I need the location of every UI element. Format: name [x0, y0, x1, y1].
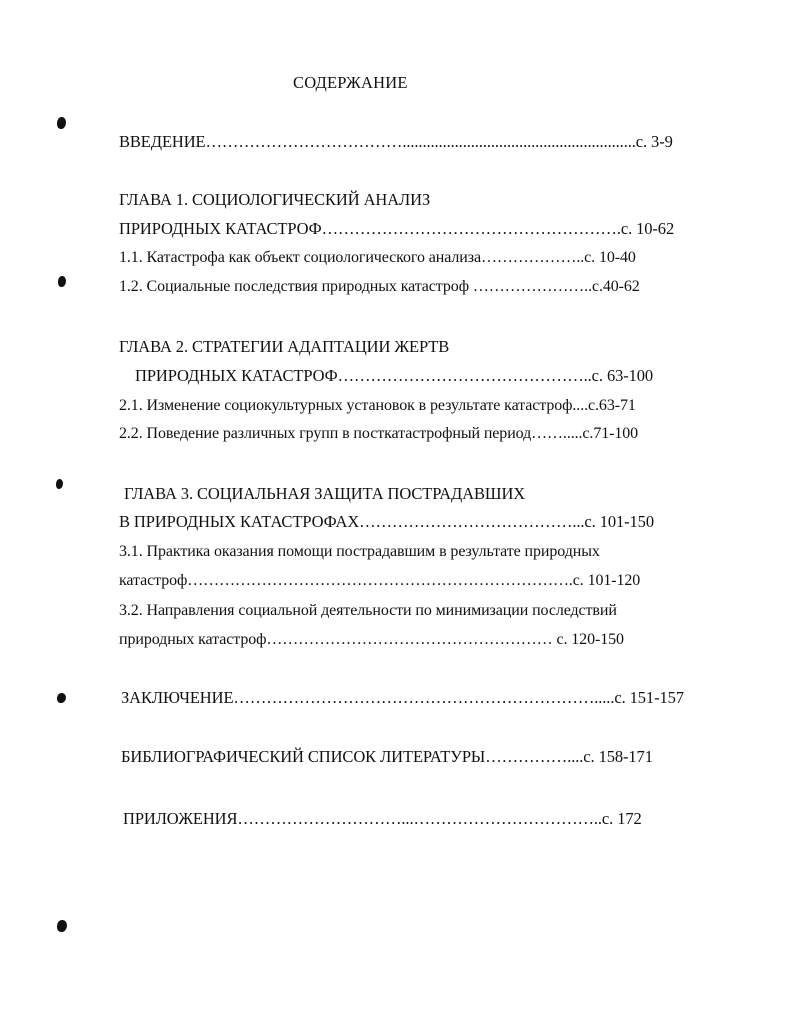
- toc-intro: ВВЕДЕНИЕ………………………………..........................................................с. 3-9: [119, 132, 673, 151]
- toc-chapter-3-line2: В ПРИРОДНЫХ КАТАСТРОФАХ…………………………………...с. 101-150: [119, 512, 654, 531]
- toc-chapter-1-title: ГЛАВА 1. СОЦИОЛОГИЧЕСКИЙ АНАЛИЗ: [119, 190, 431, 209]
- toc-section-3-2: 3.2. Направления социальной деятельности по минимизации последствий: [119, 602, 617, 619]
- toc-section-1-1: 1.1. Катастрофа как объект социологического анализа………………..с. 10-40: [119, 249, 636, 266]
- toc-chapter-1-line2: ПРИРОДНЫХ КАТАСТРОФ……………………………………………….с. 10-62: [119, 219, 675, 238]
- toc-chapter-3-title: ГЛАВА 3. СОЦИАЛЬНАЯ ЗАЩИТА ПОСТРАДАВШИХ: [124, 484, 526, 503]
- toc-section-1-2: 1.2. Социальные последствия природных катастроф …………………..с.40-62: [119, 278, 640, 295]
- toc-section-3-1: 3.1. Практика оказания помощи пострадавшим в результате природных: [119, 543, 600, 560]
- page-title: СОДЕРЖАНИЕ: [293, 73, 408, 92]
- toc-section-2-1: 2.1. Изменение социокультурных установок в результате катастроф....с.63-71: [119, 397, 636, 414]
- toc-section-2-2: 2.2. Поведение различных групп в посткатастрофный период…….....с.71-100: [119, 425, 639, 442]
- toc-appendix: ПРИЛОЖЕНИЯ…………………………...……………………………..с. 172: [123, 809, 642, 828]
- toc-chapter-2-title: ГЛАВА 2. СТРАТЕГИИ АДАПТАЦИИ ЖЕРТВ: [119, 337, 450, 356]
- toc-section-3-2-cont: природных катастроф……………………………………………… с. 120-150: [119, 631, 624, 648]
- scan-mark-3: [56, 479, 63, 489]
- toc-bibliography: БИБЛИОГРАФИЧЕСКИЙ СПИСОК ЛИТЕРАТУРЫ……………....с. 158-171: [121, 747, 653, 766]
- toc-conclusion: ЗАКЛЮЧЕНИЕ………………………………………………………….....с. 151-157: [121, 688, 684, 707]
- scan-mark-1: [57, 117, 66, 129]
- toc-chapter-2-line2: ПРИРОДНЫХ КАТАСТРОФ………………………………………..с. 63-100: [135, 366, 654, 385]
- scan-mark-4: [57, 693, 66, 703]
- scan-mark-2: [58, 276, 66, 287]
- scan-mark-5: [57, 920, 67, 932]
- toc-section-3-1-cont: катастроф……………………………………………………………….с. 101-120: [119, 572, 641, 589]
